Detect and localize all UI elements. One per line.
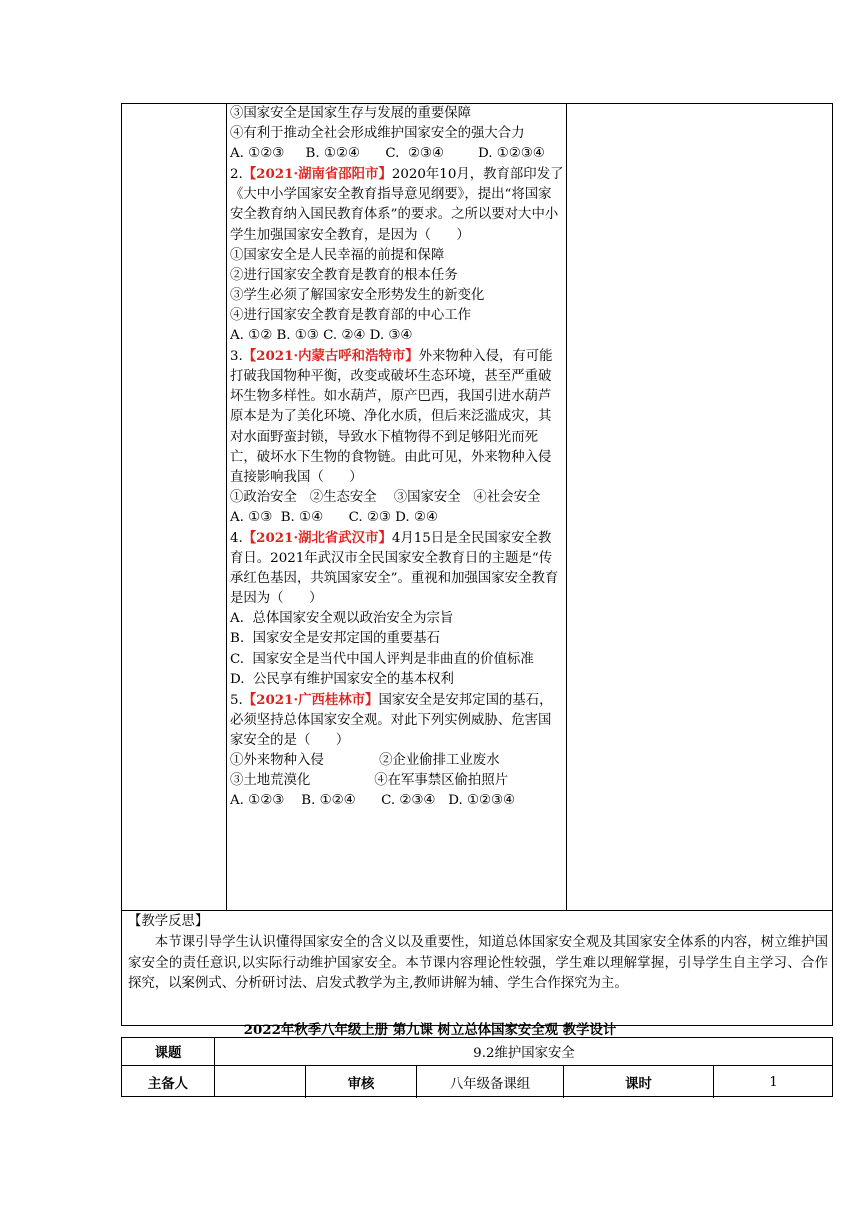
question-4: 4.【2021·湖北省武汉市】4月15日是全民国家安全教育日。2021年武汉市全民国家安全教育日的主题是“传承红色基因，共筑国家安全”。重视和加强国家安全教育是因为（ ） <box>230 529 559 607</box>
question-4-stem: 4月15日是全民国家安全教育日。2021年武汉市全民国家安全教育日的主题是“传承红色基因，共筑国家安全”。重视和加强国家安全教育是因为（ ） <box>230 530 559 607</box>
exercise-questions <box>230 104 564 811</box>
question-5-source: 【2021·广西桂林市】 <box>242 691 379 708</box>
question-4-item: B. 国家安全是安邦定国的重要基石 <box>230 631 441 647</box>
question-2-options: A. ①② B. ①③ C. ②④ D. ③④ <box>230 328 413 344</box>
column-divider <box>566 104 567 910</box>
question-4-item: D. 公民享有维护国家安全的基本权利 <box>230 671 454 687</box>
question-5-options: A. ①②③ B. ①②④ C. ②③④ D. ①②③④ <box>230 793 515 809</box>
question-2: 2.【2021·湖南省邵阳市】2020年10月，教育部印发了《大中小学国家安全教育指导意见纲要》，提出“将国家安全教育纳入国民教育体系”的要求。之所以要对大中小学生加强国家安全教育，是因为（ ） <box>230 166 564 243</box>
question-2-item: ④进行国家安全教育是教育部的中心工作 <box>230 307 472 323</box>
review-value: 八年级备课组 <box>449 1076 531 1092</box>
teaching-reflection <box>121 910 833 1026</box>
question-1-item: ③国家安全是国家生存与发展的重要保障 <box>230 106 472 121</box>
question-2-source: 【2021·湖南省邵阳市】 <box>242 166 392 183</box>
question-1-item: ④有利于推动全社会形成维护国家安全的强大合力 <box>230 126 525 142</box>
lesson-plan-title: 2022年秋季八年级上册 第九课 树立总体国家安全观 教学设计 <box>243 1022 617 1038</box>
question-4-item: C. 国家安全是当代中国人评判是非曲直的价值标准 <box>230 651 534 667</box>
preparer-label: 主备人 <box>147 1075 189 1092</box>
question-5-stem: 国家安全是安邦定国的基石，必须坚持总体国家安全观。对此下列实例威胁、危害国家安全的是（ ） <box>230 692 553 748</box>
question-5-items: ③土地荒漠化 ④在军事禁区偷拍照片 <box>230 773 509 789</box>
period-value: 1 <box>769 1074 778 1090</box>
question-3-items: ①政治安全 ②生态安全 ③国家安全 ④社会安全 <box>230 489 541 505</box>
question-1-options: A. ①②③ B. ①②④ C. ②③④ D. ①②③④ <box>230 146 545 162</box>
question-5: 5.【2021·广西桂林市】国家安全是安邦定国的基石，必须坚持总体国家安全观。对此下列实例威胁、危害国家安全的是（ ） <box>230 691 553 748</box>
topic-label: 课题 <box>154 1045 182 1061</box>
question-3-source: 【2021·内蒙古呼和浩特市】 <box>242 348 419 365</box>
question-2-item: ①国家安全是人民幸福的前提和保障 <box>230 247 445 263</box>
question-3-stem: 外来物种入侵，有可能打破我国物种平衡，改变或破坏生态环境，甚至严重破坏生物多样性。如水葫芦，原产巴西，我国引进水葫芦原本是为了美化环境、净化水质，但后来泛滥成灾，其对水面野蛮封锁，导致水下植物得不到足够阳光而死亡，破坏水下生物的食物链。由此可见，外来物种入侵直接影响我国（ ） <box>230 349 553 485</box>
question-4-item: A. 总体国家安全观以政治安全为宗旨 <box>230 611 454 627</box>
topic-value: 9.2维护国家安全 <box>473 1046 575 1061</box>
column-divider <box>226 104 227 910</box>
question-2-stem: 2020年10月，教育部印发了《大中小学国家安全教育指导意见纲要》，提出“将国家安全教育纳入国民教育体系”的要求。之所以要对大中小学生加强国家安全教育，是因为（ ） <box>230 167 564 243</box>
period-label: 课时 <box>625 1075 652 1092</box>
question-3-options: A. ①③ B. ①④ C. ②③ D. ②④ <box>230 509 438 525</box>
question-2-item: ②进行国家安全教育是教育的根本任务 <box>230 267 458 283</box>
exercise-table <box>121 103 833 911</box>
question-5-items: ①外来物种入侵 ②企业偷排工业废水 <box>230 753 500 768</box>
reflection-body: 本节课引导学生认识懂得国家安全的含义以及重要性，知道总体国家安全观及其国家安全体系的内容，树立维护国家安全的责任意识,以实际行动维护国家安全。本节课内容理论性较强，学生难以理解掌握，引导学生自主学习、合作探究，以案例式、分析研讨法、启发式教学为主,教师讲解为辅、学生合作探究为主。 <box>128 935 828 991</box>
review-label: 审核 <box>347 1075 375 1092</box>
question-2-item: ③学生必须了解国家安全形势发生的新变化 <box>230 287 485 303</box>
preparer-value <box>215 1066 305 1098</box>
lesson-header-table <box>121 1037 833 1097</box>
reflection-title: 【教学反思】 <box>128 914 209 929</box>
question-4-source: 【2021·湖北省武汉市】 <box>242 529 392 546</box>
question-3: 3.【2021·内蒙古呼和浩特市】外来物种入侵，有可能打破我国物种平衡，改变或破坏生态环境，甚至严重破坏生物多样性。如水葫芦，原产巴西，我国引进水葫芦原本是为了美化环境、净化水质，但后来泛滥成灾，其对水面野蛮封锁，导致水下植物得不到足够阳光而死亡，破坏水下生物的食物链。由此可见，外来物种入侵直接影响我国（ ） <box>230 348 553 485</box>
